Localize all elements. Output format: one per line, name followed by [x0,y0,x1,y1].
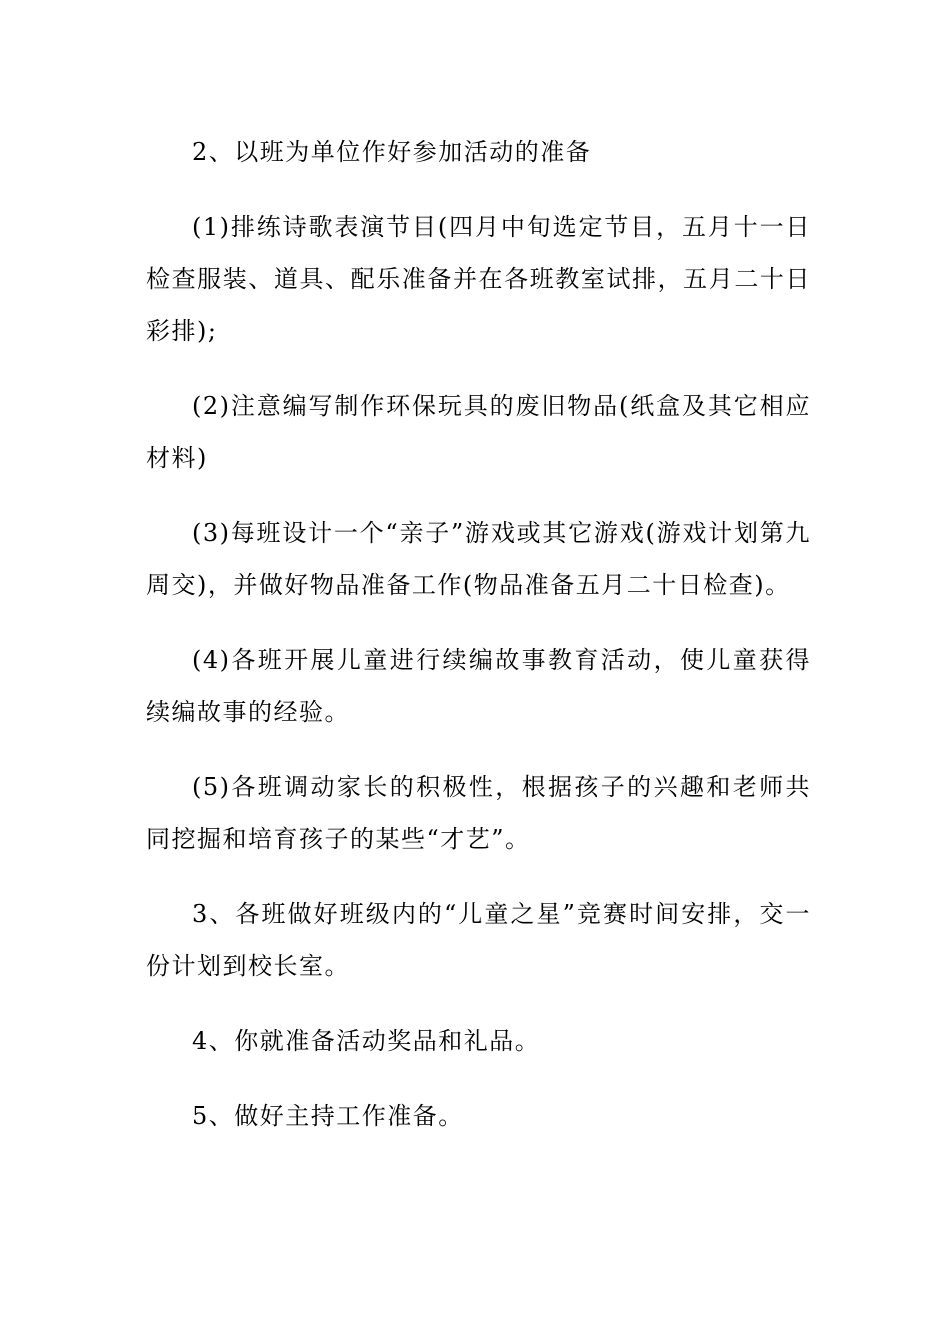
paragraph-subitem-3: (3)每班设计一个“亲子”游戏或其它游戏(游戏计划第九周交)，并做好物品准备工作(物品准备五月二十日检查)。 [146,519,811,599]
paragraph-subitem-2: (2)注意编写制作环保玩具的废旧物品(纸盒及其它相应材料) [146,392,811,472]
paragraph-subitem-1: (1)排练诗歌表演节目(四月中旬选定节目，五月十一日检查服装、道具、配乐准备并在各班教室试排，五月二十日彩排); [146,213,811,345]
paragraph-subitem-5: (5)各班调动家长的积极性，根据孩子的兴趣和老师共同挖掘和培育孩子的某些“才艺”。 [146,773,811,853]
paragraph-item-2: 2、以班为单位作好参加活动的准备 [192,138,592,166]
paragraph-item-5: 5、做好主持工作准备。 [192,1102,464,1130]
paragraph-item-4: 4、你就准备活动奖品和礼品。 [192,1027,541,1055]
document-body [146,126,811,1165]
paragraph-item-3: 3、各班做好班级内的“儿童之星”竞赛时间安排，交一份计划到校长室。 [146,900,811,980]
paragraph-subitem-4: (4)各班开展儿童进行续编故事教育活动，使儿童获得续编故事的经验。 [146,646,811,726]
